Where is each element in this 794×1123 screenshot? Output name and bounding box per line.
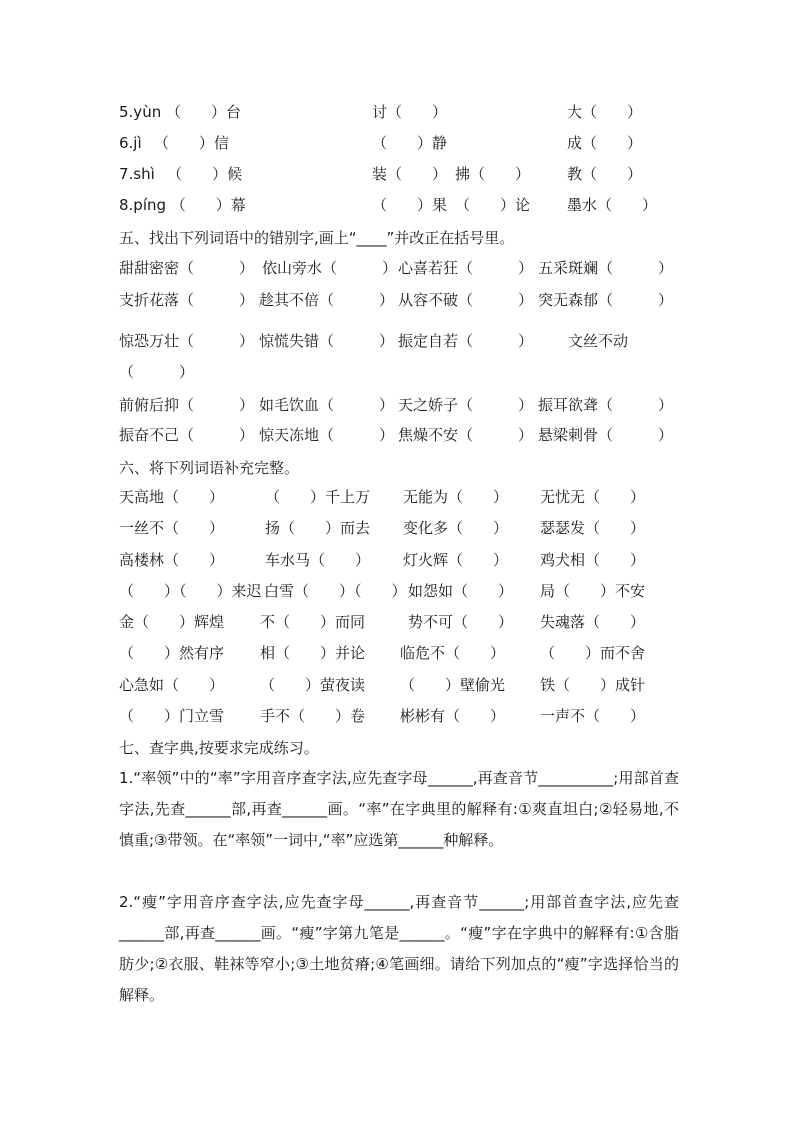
dictionary-question-1: 1.“率领”中的“率”字用音序查字法,应先查字母______,再查音节__________;用部首查字法,先查______部,再查______画。“率”在字典里的解释有:①爽直坦白;②轻易地,不慎重;③带领。在“率领”一词中,“率”应选第______种解释。 [119,769,679,849]
idiom-item: （ ）而不舍 [540,644,646,662]
idiom-item: 白雪（ ）（ ） [264,582,407,600]
idiom-item: （ ）萤夜读 [260,676,366,694]
pinyin-row-8-item: （ ）论 [455,196,531,214]
error-word-item: 惊慌失错（ ） [259,332,395,350]
idiom-item: 彬彬有（ ） [400,707,506,725]
error-word-item: 惊天冻地（ ） [259,426,395,444]
idiom-item: （ ）（ ）来迟 [119,582,262,600]
idiom-item: （ ）然有序 [119,644,225,662]
error-word-item: 从容不破（ ） [398,291,534,309]
dictionary-question-2: 2.“瘦”字用音序查字法,应先查字母______,再查音节______;用部首查字法,应先查______部,再查______画。“瘦”字第九笔是______。“瘦”字在字典中的解释有:①含脂肪少;②衣服、鞋袜等窄小;③土地贫瘠;④笔画细。请给下列加点的“瘦”字选择恰当的解释。 [119,893,679,1004]
error-word-item: 五采斑斓（ ） [538,259,674,277]
idiom-item: 铁（ ）成针 [540,676,646,694]
error-word-item: 惊恐万壮（ ） [119,332,255,350]
error-word-item: 支折花落（ ） [119,291,255,309]
section-7-title: 七、查字典,按要求完成练习。 [119,739,319,757]
pinyin-row-5-item: 大（ ） [567,103,643,121]
idiom-item: 一丝不（ ） [119,519,225,537]
idiom-item: 无能为（ ） [403,488,509,506]
error-word-item: 甜甜密密（ ） [119,259,255,277]
error-word-item: 前俯后抑（ ） [119,396,255,414]
error-word-item: 悬梁刺骨（ ） [538,426,674,444]
idiom-item: 势不可（ ） [408,613,514,631]
idiom-item: 变化多（ ） [403,519,509,537]
section-5-title: 五、找出下列词语中的错别字,画上“____”并改正在括号里。 [119,229,515,247]
idiom-item: 扬（ ）而去 [265,519,371,537]
error-word-item: （ ） [119,363,195,381]
idiom-item: 手不（ ）卷 [260,707,366,725]
idiom-item: 不（ ）而同 [260,613,366,631]
error-word-item: 振耳欲聋（ ） [538,396,674,414]
idiom-item: 瑟瑟发（ ） [540,519,646,537]
idiom-item: （ ）门立雪 [119,707,225,725]
error-word-item: 依山旁水（ ） [262,259,398,277]
idiom-item: 车水马（ ） [265,551,371,569]
error-word-item: 心喜若狂（ ） [398,259,534,277]
error-word-item: 焦燥不安（ ） [398,426,534,444]
pinyin-row-7-item: 装（ ） [372,165,448,183]
pinyin-row-5-item: 讨（ ） [372,103,448,121]
idiom-item: 鸡犬相（ ） [540,551,646,569]
pinyin-row-6-item: （ ）静 [372,134,448,152]
idiom-item: 灯火辉（ ） [403,551,509,569]
error-word-item: 振定自若（ ） [398,332,534,350]
pinyin-row-7-item: 教（ ） [567,165,643,183]
idiom-item: 局（ ）不安 [540,582,646,600]
pinyin-row-7-label: 7.shì （ ）候 [119,165,243,183]
pinyin-row-8-item: 墨水（ ） [567,196,658,214]
pinyin-row-7-item: 拂（ ） [455,165,531,183]
error-word-item: 如毛饮血（ ） [259,396,395,414]
pinyin-row-8-label: 8.píng （ ）幕 [119,196,246,214]
error-word-item: 突无森郁（ ） [538,291,674,309]
error-word-item: 趁其不倍（ ） [259,291,395,309]
idiom-item: 金（ ）辉煌 [119,613,225,631]
idiom-item: 失魂落（ ） [540,613,646,631]
error-word-item: 天之娇子（ ） [398,396,534,414]
error-word-item: 振奋不己（ ） [119,426,255,444]
idiom-item: 相（ ）并论 [260,644,366,662]
idiom-item: 如怨如（ ） [408,582,514,600]
idiom-item: 一声不（ ） [540,707,646,725]
idiom-item: 临危不（ ） [400,644,506,662]
idiom-item: 高楼林（ ） [119,551,225,569]
pinyin-row-6-item: 成（ ） [567,134,643,152]
idiom-item: 无忧无（ ） [540,488,646,506]
pinyin-row-8-item: （ ）果 [372,196,448,214]
idiom-item: （ ）千上万 [265,488,371,506]
idiom-item: （ ）壁偷光 [400,676,506,694]
idiom-item: 心急如（ ） [119,676,225,694]
idiom-item: 天高地（ ） [119,488,225,506]
pinyin-row-5-label: 5.yùn （ ）台 [119,103,241,121]
error-word-item: 文丝不动 [568,332,629,350]
pinyin-row-6-label: 6.jì （ ）信 [119,134,229,152]
section-6-title: 六、将下列词语补充完整。 [119,459,300,477]
